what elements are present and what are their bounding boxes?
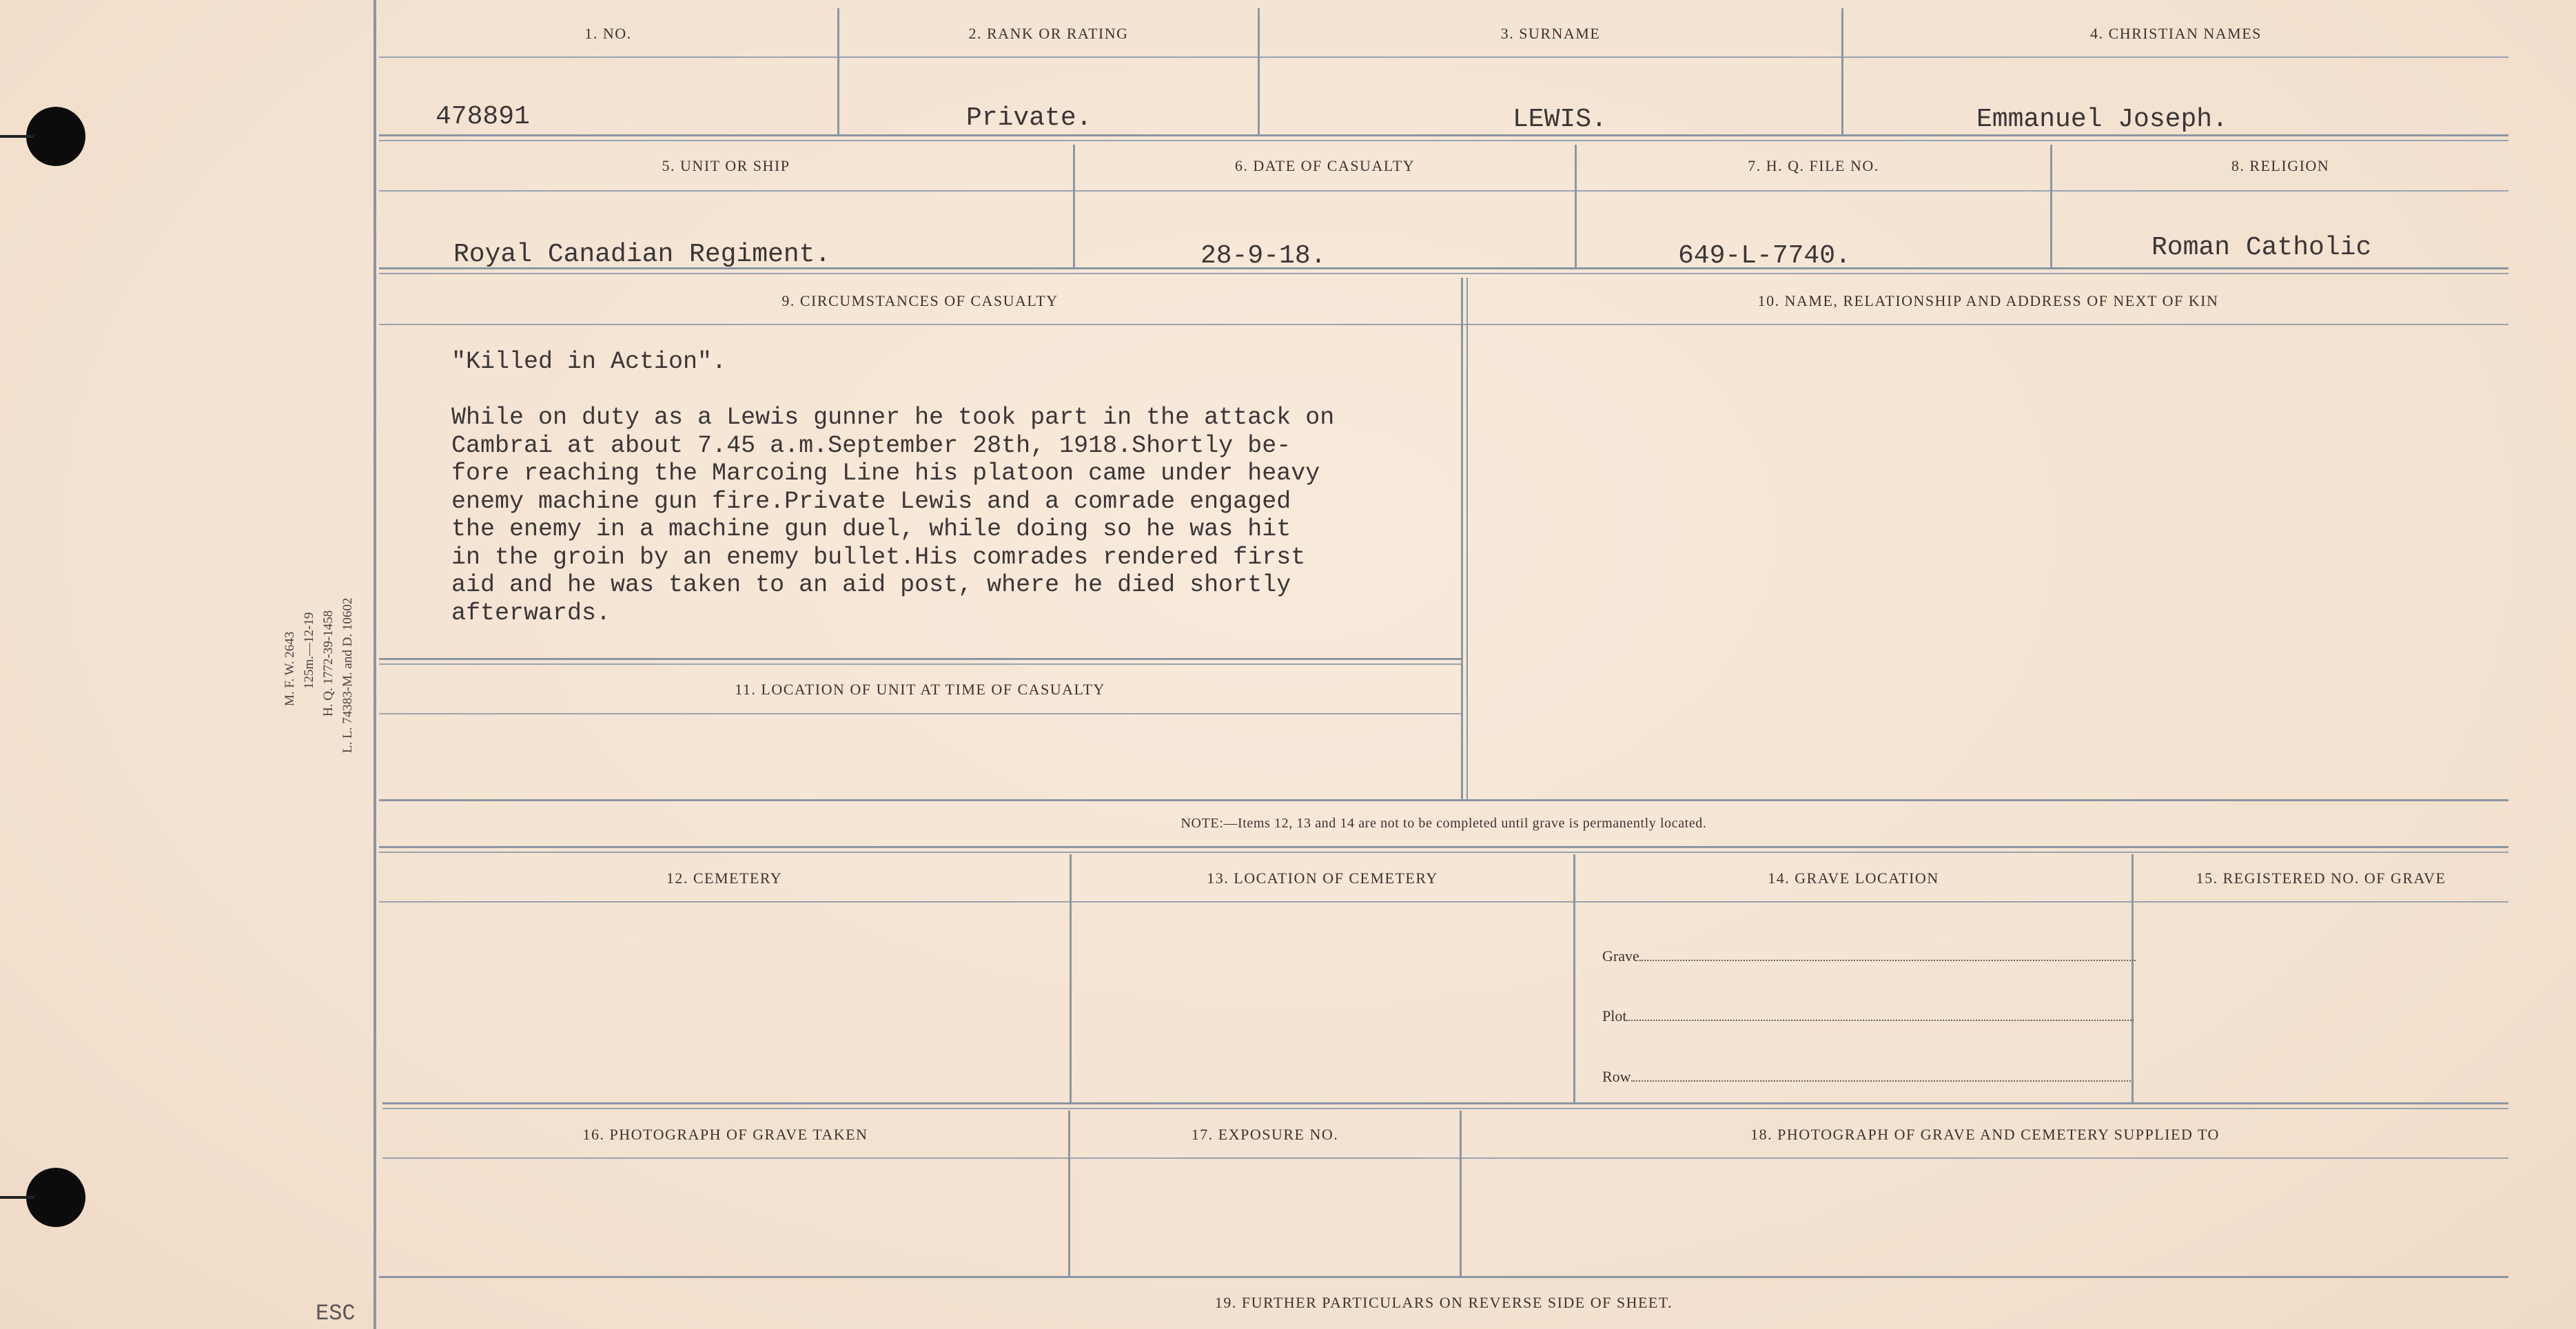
circ-line-10: afterwards. <box>451 599 611 627</box>
circ-line-1: "Killed in Action". <box>451 348 727 375</box>
row5-label-rule <box>379 901 2508 903</box>
note-bottom-rule <box>379 846 2508 848</box>
punch-mark-top <box>0 135 34 138</box>
row-line <box>1602 1068 2131 1086</box>
row5-divider-1 <box>1070 854 1072 1102</box>
row6-label-rule <box>382 1157 2508 1159</box>
form-number-line1: M. F. W. 2643 <box>283 631 297 706</box>
rank-value: Private. <box>966 103 1092 133</box>
christian-names-value: Emmanuel Joseph. <box>1976 105 2228 134</box>
esc-stamp: ESC <box>316 1301 356 1326</box>
row4-top-rule2 <box>379 663 1461 665</box>
hq-file-label: 7. H. Q. FILE NO. <box>1748 157 1879 174</box>
note-text: NOTE:—Items 12, 13 and 14 are not to be completed until grave is permanently located. <box>1180 816 1707 831</box>
form-number-line4: L. L. 74383-M. and D. 10602 <box>340 597 355 753</box>
row1-label-rule <box>379 56 2508 58</box>
circumstances-label: 9. CIRCUMSTANCES OF CASUALTY <box>781 292 1059 309</box>
circumstances-text <box>451 348 1334 627</box>
punch-hole-bottom <box>26 1168 85 1227</box>
form-number-line3: H. Q. 1772-39-1458 <box>321 610 336 717</box>
further-particulars-label: 19. FURTHER PARTICULARS ON REVERSE SIDE OF SHEET. <box>1214 1294 1673 1311</box>
religion-value: Roman Catholic <box>2151 233 2372 262</box>
grave-dots <box>1639 960 2136 961</box>
row2-bottom-rule2 <box>379 273 2508 274</box>
cemetery-label: 12. CEMETERY <box>666 869 783 887</box>
location-of-cemetery-label: 13. LOCATION OF CEMETERY <box>1207 869 1438 887</box>
note-bottom-rule2 <box>379 852 2508 853</box>
circ-line-4: Cambrai at about 7.45 a.m.September 28th, 1918.Shortly be- <box>451 431 1291 460</box>
row1-bottom-rule <box>379 134 2508 136</box>
circ-line-9: aid and he was taken to an aid post, where he died shortly <box>451 571 1291 599</box>
row2-label-rule <box>379 190 2508 192</box>
plot-dots <box>1626 1020 2134 1021</box>
next-of-kin-label: 10. NAME, RELATIONSHIP AND ADDRESS OF NEXT OF KIN <box>1757 292 2219 309</box>
row3-divider-b <box>1466 278 1468 799</box>
row4-label-rule <box>379 713 1461 714</box>
location-of-unit-label: 11. LOCATION OF UNIT AT TIME OF CASUALTY <box>735 681 1105 698</box>
plot-text: Plot <box>1602 1007 1627 1024</box>
row3-divider <box>1461 278 1463 799</box>
date-of-casualty-label: 6. DATE OF CASUALTY <box>1234 157 1415 174</box>
plot-line <box>1602 1007 2134 1025</box>
registered-no-label: 15. REGISTERED NO. OF GRAVE <box>2196 869 2446 887</box>
row6-top-rule2 <box>382 1108 2508 1109</box>
circ-line-6: enemy machine gun fire.Private Lewis and a comrade engaged <box>451 487 1291 515</box>
punch-hole-top <box>26 107 85 166</box>
row5-divider-2 <box>1573 854 1575 1102</box>
circ-line-5: fore reaching the Marcoing Line his platoon came under heavy <box>451 460 1320 487</box>
row4-top-rule <box>379 658 1461 660</box>
row7-top-rule <box>379 1276 2508 1278</box>
exposure-no-label: 17. EXPOSURE NO. <box>1191 1126 1339 1143</box>
grave-text: Grave <box>1602 947 1639 965</box>
margin-rule <box>374 0 376 1329</box>
date-of-casualty-value: 28-9-18. <box>1200 241 1327 271</box>
form-number-line2: 125m.—12-19 <box>302 612 316 689</box>
hq-file-value: 649-L-7740. <box>1678 241 1851 271</box>
photograph-supplied-label: 18. PHOTOGRAPH OF GRAVE AND CEMETERY SUPPLIED TO <box>1750 1126 2220 1143</box>
no-label: 1. NO. <box>584 25 632 42</box>
row-dots <box>1631 1080 2131 1082</box>
grave-line <box>1602 947 2136 965</box>
religion-label: 8. RELIGION <box>2231 157 2330 174</box>
row1-bottom-rule2 <box>379 140 2508 141</box>
surname-value: LEWIS. <box>1513 105 1607 134</box>
no-value: 478891 <box>436 102 530 132</box>
punch-mark-bottom <box>0 1196 34 1199</box>
surname-label: 3. SURNAME <box>1500 25 1601 42</box>
photograph-taken-label: 16. PHOTOGRAPH OF GRAVE TAKEN <box>582 1126 868 1143</box>
circ-line-8: in the groin by an enemy bullet.His comrades rendered first <box>451 543 1306 571</box>
circ-line-7: the enemy in a machine gun duel, while doing so he was hit <box>451 515 1291 543</box>
row6-top-rule <box>382 1102 2508 1104</box>
row-text: Row <box>1602 1068 1631 1085</box>
rank-label: 2. RANK OR RATING <box>968 25 1129 42</box>
circ-line-3: While on duty as a Lewis gunner he took part in the attack on <box>451 404 1335 431</box>
row5-divider-3 <box>2132 854 2134 1102</box>
christian-names-label: 4. CHRISTIAN NAMES <box>2090 25 2262 42</box>
row3-label-rule <box>379 324 2508 325</box>
grave-location-label: 14. GRAVE LOCATION <box>1768 869 1939 887</box>
unit-label: 5. UNIT OR SHIP <box>662 157 790 174</box>
note-top-rule <box>379 799 2508 801</box>
unit-value: Royal Canadian Regiment. <box>453 240 831 269</box>
